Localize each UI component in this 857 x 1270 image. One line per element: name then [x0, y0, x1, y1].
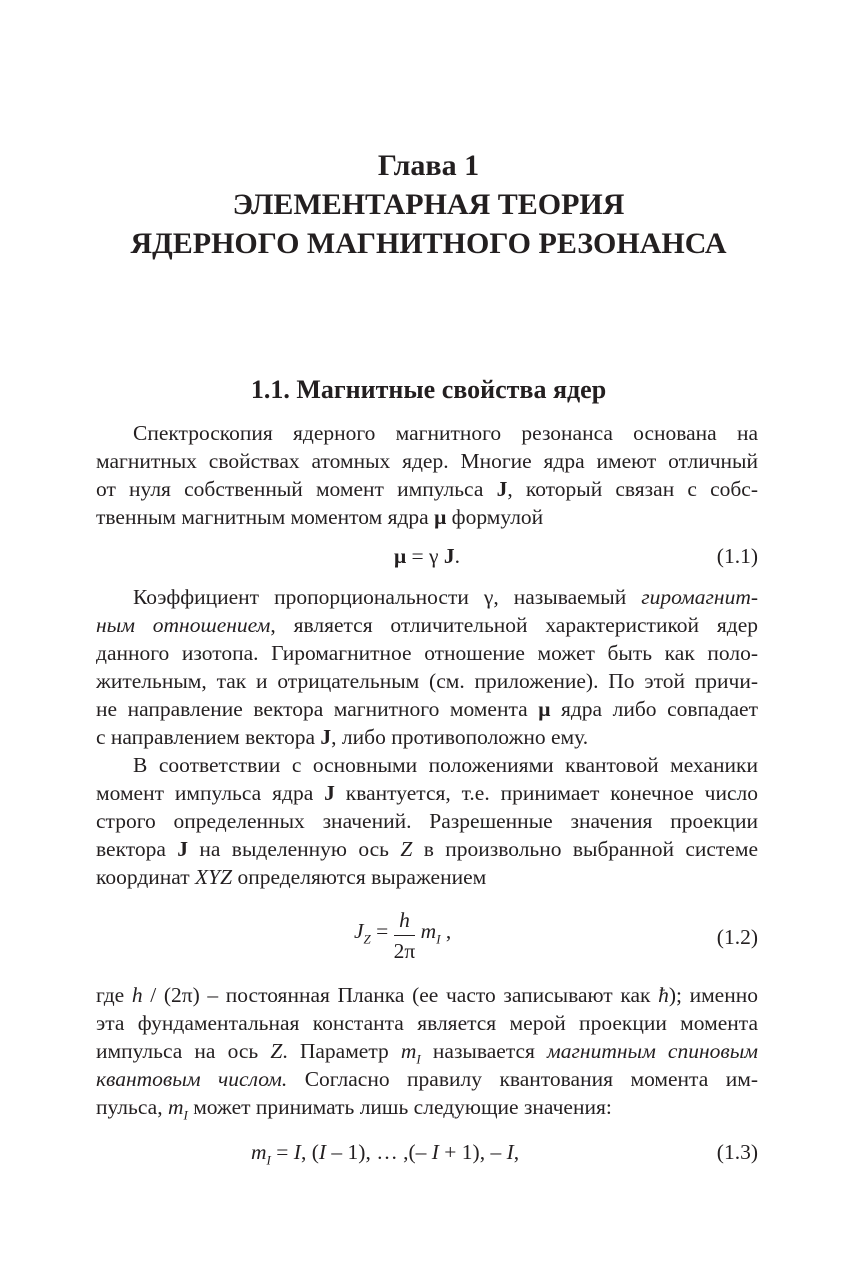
text-line: твенным магнитным моментом ядра μ формулой: [96, 505, 544, 529]
text-line: Коэффициент пропорциональности γ, называемый гиромагнит-: [133, 585, 758, 609]
text-line: эта фундаментальная константа является мерой проекции момента: [96, 1011, 758, 1035]
text-line: пульса, $m_I$ может принимать лишь следующие значения:: [96, 1095, 612, 1123]
paragraph-4: [96, 981, 758, 1121]
paragraph-3: [96, 751, 758, 891]
text-line: импульса на ось Z. Параметр $m_I$ называется магнитным спиновым: [96, 1039, 758, 1067]
equation-body: μ = γ J.: [393, 544, 461, 568]
text-line: В соответствии с основными положениями квантовой механики: [133, 753, 758, 777]
equation-number: (1.3): [716, 1140, 758, 1164]
chapter-label: Глава 1: [377, 149, 480, 182]
paragraph-1: [96, 419, 758, 531]
equation-body: $J_Z$ = $\frac{h}{2\pi}$ $m_I$ ,: [354, 905, 451, 966]
paragraph-2: [96, 583, 758, 751]
text-line: жительным, так и отрицательным (см. приложение). По этой причи-: [96, 669, 758, 693]
text-line: не направление вектора магнитного момента μ ядра либо совпадает: [96, 697, 758, 721]
text-line: с направлением вектора J, либо противоположно ему.: [96, 725, 589, 749]
text-line: вектора J на выделенную ось Z в произвольно выбранной системе: [96, 837, 758, 861]
fraction: $\frac{h}{2\pi}$: [394, 905, 416, 966]
text-line: строго определенных значений. Разрешенные значения проекции: [96, 809, 758, 833]
text-line: момент импульса ядра J квантуется, т.е. принимает конечное число: [96, 781, 758, 805]
chapter-title-line-1: ЭЛЕМЕНТАРНАЯ ТЕОРИЯ: [232, 188, 625, 221]
text-line: Спектроскопия ядерного магнитного резонанса основана на: [133, 421, 758, 445]
text-line: ным отношением, является отличительной характеристикой ядер: [96, 613, 758, 637]
section-title: 1.1. Магнитные свойства ядер: [250, 375, 607, 404]
text-line: данного изотопа. Гиромагнитное отношение может быть как поло-: [96, 641, 758, 665]
chapter-title-line-2: ЯДЕРНОГО МАГНИТНОГО РЕЗОНАНСА: [130, 227, 727, 260]
text-line: где h / (2π) – постоянная Планка (ее часто записывают как ħ); именно: [96, 983, 758, 1007]
equation-number: (1.1): [716, 544, 758, 568]
text-line: квантовым числом. Согласно правилу квантования момента им-: [96, 1067, 758, 1091]
equation-body: $m_I = I$, (I – 1), … ,(– I + 1), – I,: [251, 1140, 520, 1168]
equation-1-1: [96, 542, 758, 570]
text-line: координат XYZ определяются выражением: [96, 865, 487, 889]
equation-1-2: [96, 905, 758, 969]
equation-number: (1.2): [716, 925, 758, 949]
text-line: от нуля собственный момент импульса J, который связан с собс-: [96, 477, 759, 501]
text-line: магнитных свойствах атомных ядер. Многие ядра имеют отличный: [96, 449, 758, 473]
